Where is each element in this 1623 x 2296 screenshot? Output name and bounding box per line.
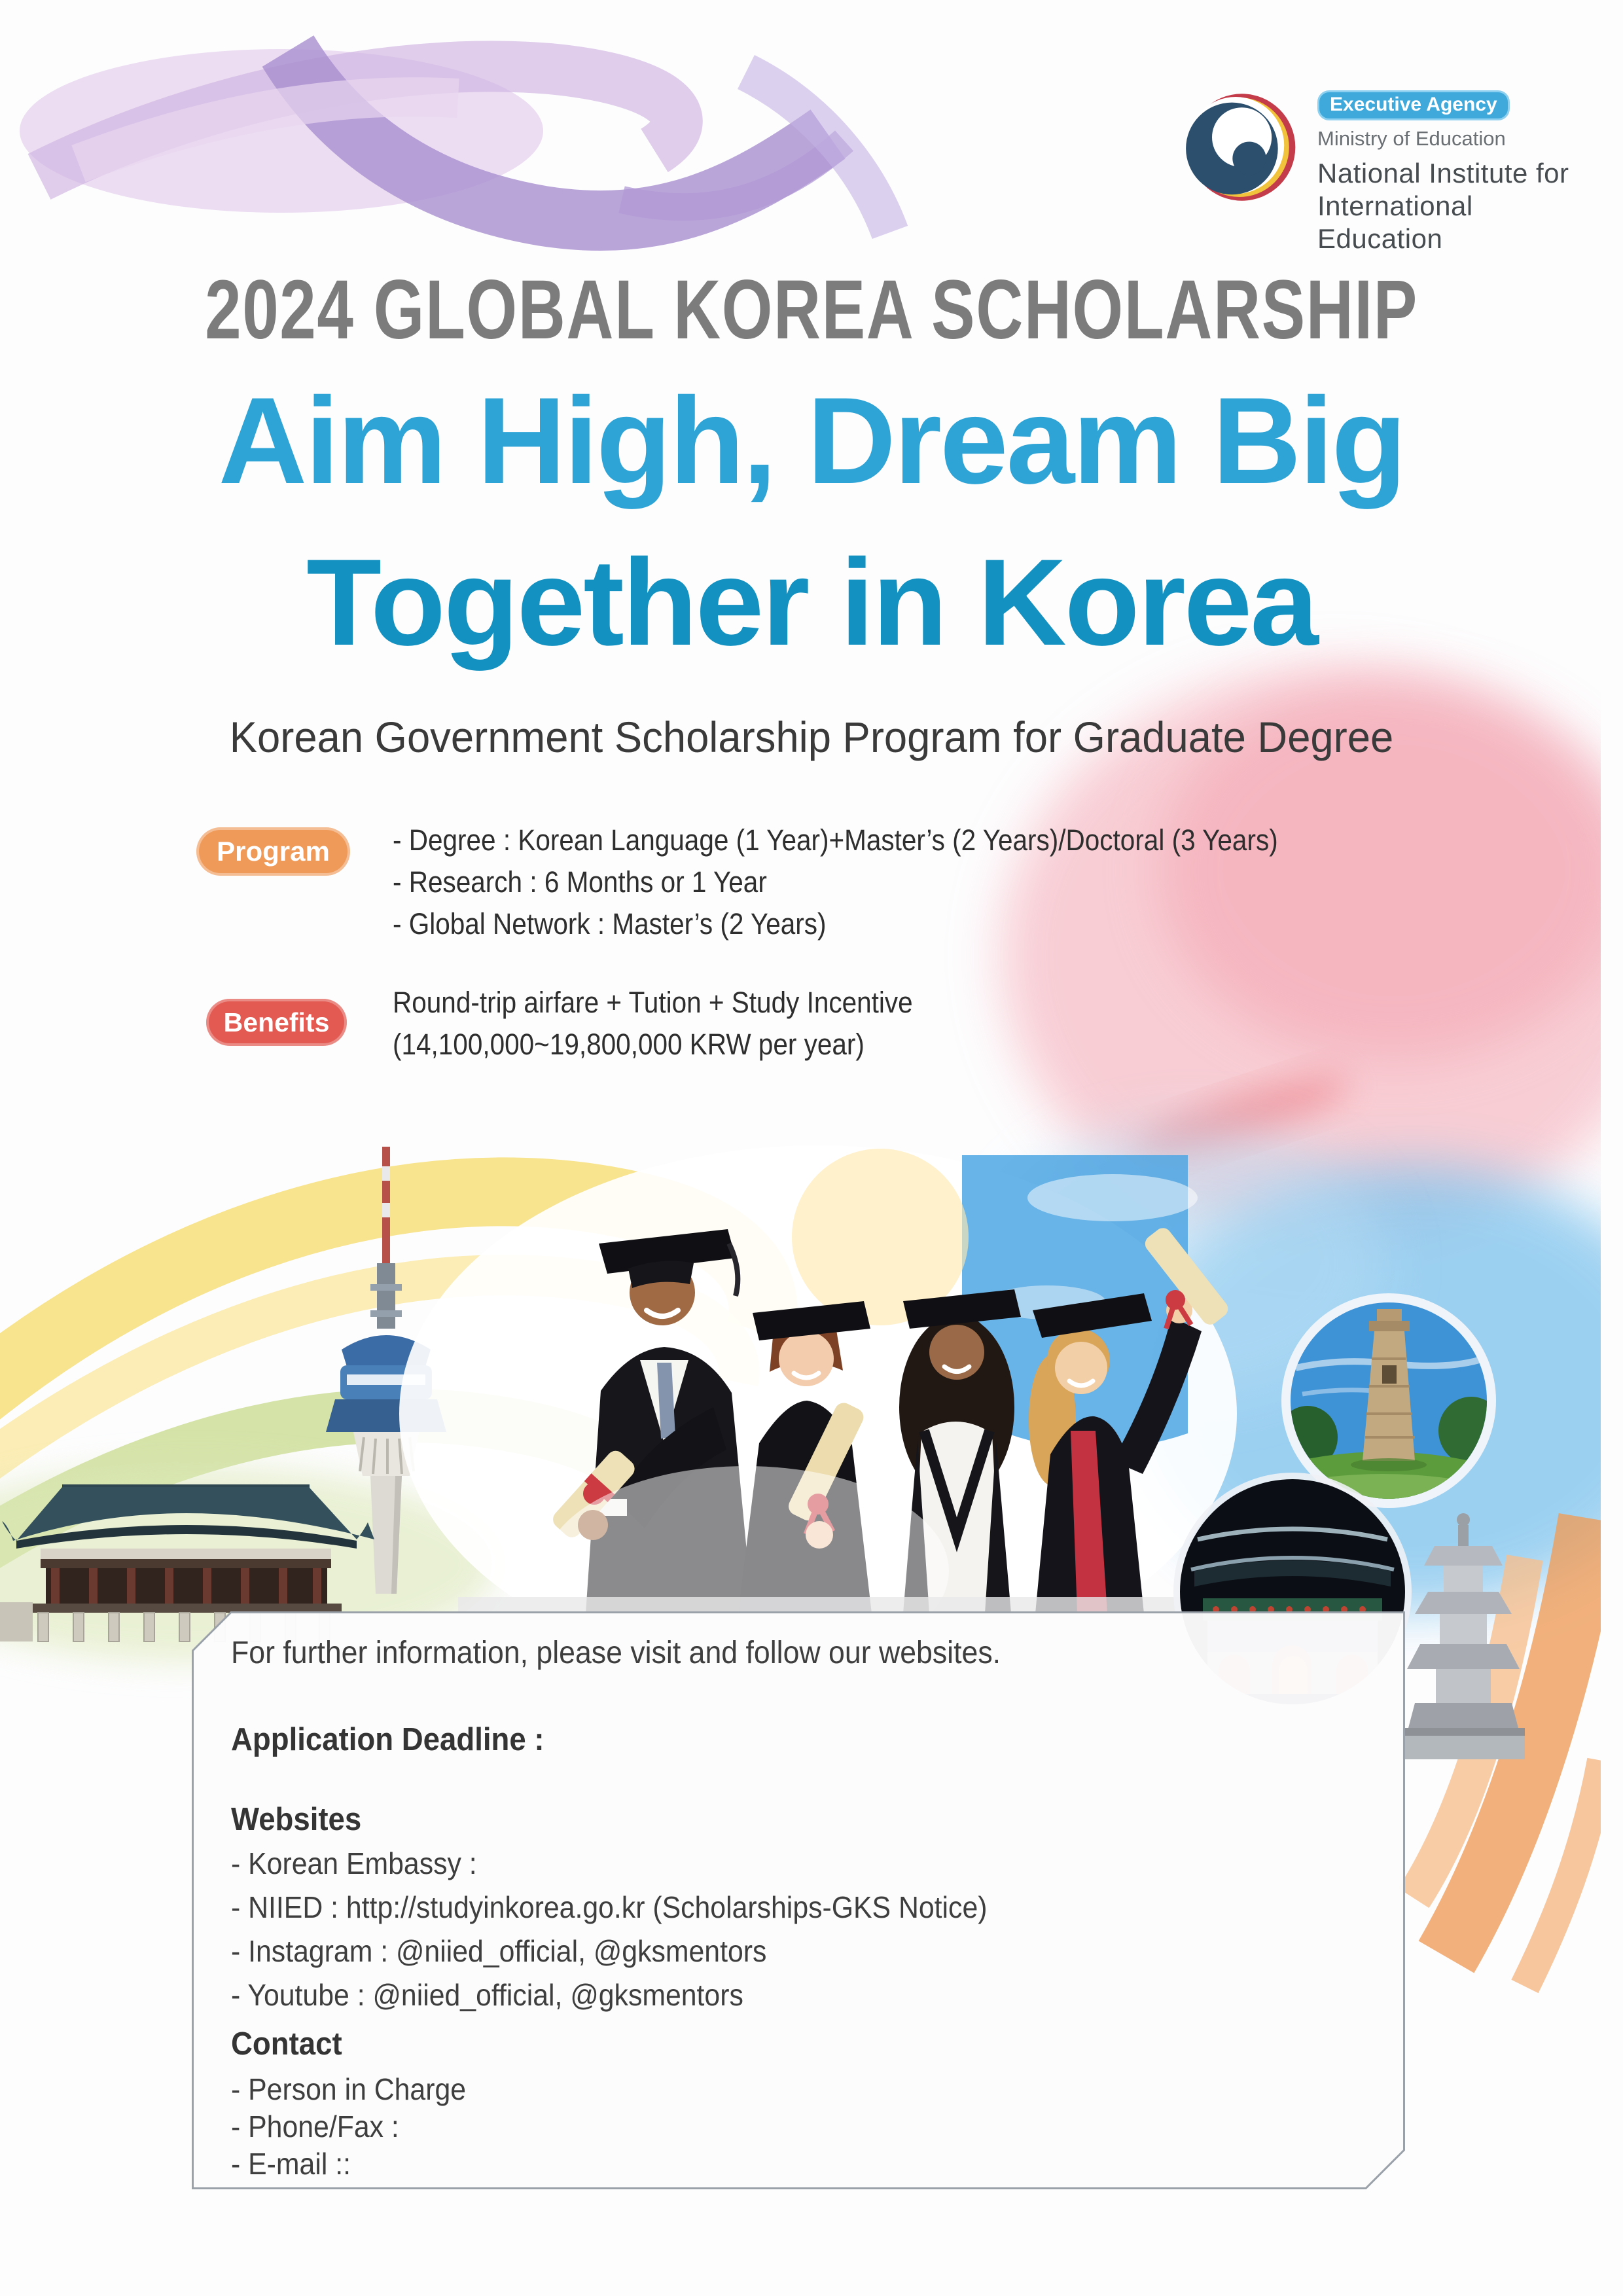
program-line-global-network: - Global Network : Master’s (2 Years) [393, 907, 827, 941]
website-item-korean-embassy: - Korean Embassy : [231, 1846, 477, 1880]
institute-name-line1: National Institute for [1317, 158, 1569, 188]
application-deadline-label: Application Deadline : [231, 1722, 544, 1757]
website-item-instagram: - Instagram : @niied_official, @gksmentors [231, 1934, 767, 1968]
contact-item-phone-fax: - Phone/Fax : [231, 2109, 399, 2144]
main-title-line1: Aim High, Dream Big [218, 372, 1405, 509]
poster-subtitle: Korean Government Scholarship Program for Graduate Degree [229, 713, 1394, 761]
contact-item-email: - E-mail :: [231, 2147, 351, 2181]
website-item-youtube: - Youtube : @niied_official, @gksmentors [231, 1978, 743, 2012]
program-line-degree: - Degree : Korean Language (1 Year)+Master’s (2 Years)/Doctoral (3 Years) [393, 823, 1278, 857]
benefits-details [393, 982, 913, 1066]
program-details [393, 819, 1278, 945]
watercolor-purple-strokes [20, 49, 890, 232]
program-label-pill: Program [196, 827, 350, 876]
institute-name-line2: International Education [1317, 190, 1473, 254]
korea-government-symbol-icon [1175, 85, 1299, 209]
poster-kicker-title: 2024 GLOBAL KOREA SCHOLARSHIP [205, 263, 1418, 357]
contact-section-title: Contact [231, 2026, 342, 2062]
further-information-box [192, 1611, 1405, 2189]
benefits-label-pill: Benefits [206, 999, 347, 1046]
benefits-line-summary: Round-trip airfare + Tution + Study Incentive [393, 986, 913, 1019]
website-item-niied-url: - NIIED : http://studyinkorea.go.kr (Scholarships-GKS Notice) [231, 1890, 988, 1924]
ministry-label: Ministry of Education [1317, 127, 1506, 150]
websites-section-title: Websites [231, 1802, 362, 1837]
benefits-line-amount: (14,100,000~19,800,000 KRW per year) [393, 1028, 865, 1061]
info-box-intro: For further information, please visit and follow our websites. [231, 1636, 1001, 1670]
program-line-research: - Research : 6 Months or 1 Year [393, 865, 767, 899]
graduates-photo [399, 1145, 1237, 1682]
niied-logo-block [1175, 79, 1594, 254]
executive-agency-badge: Executive Agency [1317, 90, 1510, 120]
contact-item-person-in-charge: - Person in Charge [231, 2072, 467, 2106]
main-title-line2: Together in Korea [306, 533, 1317, 671]
institute-name [1317, 157, 1594, 255]
